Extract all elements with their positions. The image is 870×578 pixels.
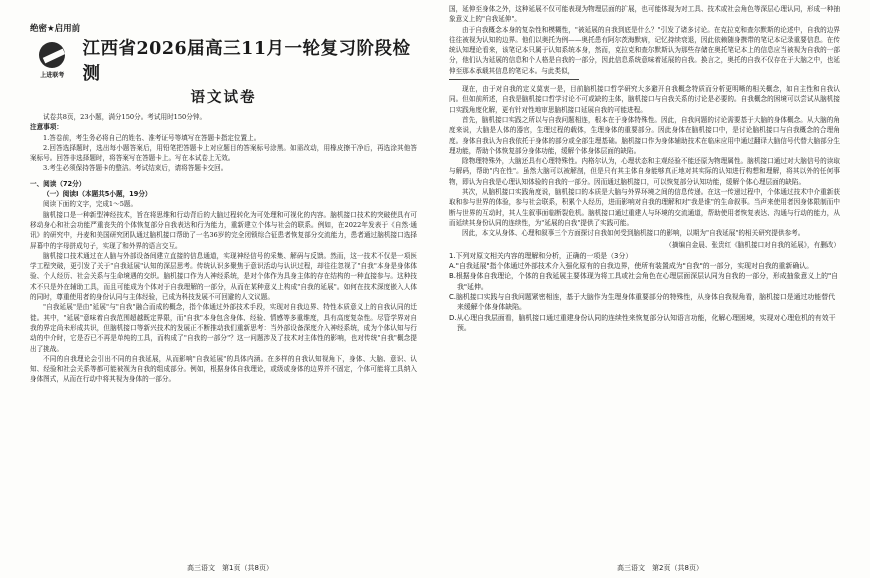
passage-paragraph: 其次，从脑机接口实践角度说，脑机接口的本质是大脑与外界环境之间的信息传递。在这一传递过程中，个体通过技术中介重新获取和参与世界的体验，参与社会联系，积累个人经历，进而影响对自我的理解和对"我是谁"的生命叙事。当声来使用者因身体限制而中断与世界的互动时，其人生叙事面临断裂危机。脑机接口通过重建人与环境的交流通道，帮助使用者恢复表达、沟通与行动的能力，从而延续其身份认同的连续性，为"延展的自我"提供了实践可能。 — [449, 188, 840, 227]
question-option-d: D.从心理自我层面看，脑机接口通过重建身份认同的连续性来恢复部分认知语言功能，化解心理困境，实现对心理危机的有效干预。 — [449, 313, 836, 332]
divider — [449, 79, 579, 80]
instruction-item: 1.答卷前，考生务必将自己的姓名、准考证号等填写在答题卡指定位置上。 — [43, 133, 261, 142]
passage-paragraph: "自我延展"是由"延展"与"自我"融合而成的概念，指个体通过外部技术手段，实现对自我边界、特性本质意义上的自我认同的迁徙。其中，"延展"意味着自我范围超越既定界限，而"自我"本身包含身体、经验、情感等多重维度，具有高度复杂性。尽管学界对自我的界定尚未形成共识，但脑机接口等新兴技术的发展正不断推动我们重新思考：当外部设备深度介入神经系统，成为个体认知与行动的中介时，它是否已不再是单纯的工具，而构成了"自我的一部分"？这一问题涉及了技术对主体性的影响，也对传统"自我"概念提出了挑战。 — [30, 303, 417, 353]
question-option-c: C.脑机接口实践与自我问题紧密相连，基于大脑作为生理身体重要部分的特殊性，从身体自我视角看，脑机接口是通过功能替代来缓解个体身体缺陷。 — [449, 293, 835, 312]
passage-paragraph: 首先，脑机接口实践之所以与自我问题相连，根本在于身体特殊性。因此，自我问题的讨论需要基于大脑的身体概念。从大脑的角度来说，大脑是人体的器官，生理过程的载体，生理身体的重要部分。因此身体在脑机接口中，是讨论脑机接口与自我概念的合理角度。身体自我认为自我依托于身体的部分或全部生理基础。脑机接口作为身体辅助技术在临床应用中通过翻译大脑信号代替大脑部分生理功能，帮助个体恢复部分身体功能，缓解个体身体层面的缺陷。 — [449, 115, 840, 155]
passage-paragraph: 除物理特殊外，大脑还具有心理特殊性。内格尔认为，心理状态和主观经验不能还原为物理属性。脑机接口通过对大脑信号的读取与解码，帮助"内在性"。虽然大脑可以被解剖，但是只有其主体自身能够真正地对其实际的认知进行构想和理解，将其以外的任何事物，即认为自我是心理认知体验的自我的一部分。因而通过脑机接口，可以恢复部分认知功能，缓解个体心理层面的缺陷。 — [449, 157, 840, 186]
exam-meta: 试卷共8页，23小题，满分150分。考试用时150分钟。 — [43, 113, 207, 121]
passage-paragraph: 脑机接口技术通过在人脑与外部设备间建立直接的信息通道，实现神经信号的采集、解码与反馈。然而，这一技术不仅是一项医学工程突破，更引发了关于"自我延展"认知的深层思考。传统认识多聚焦于意识活动与认识过程，却往往忽视了"自我"本身是身体体验、个人经历、社会关系与生命境遇的交织。脑机接口作为人神经系统，是对个体作为具身主体的存在结构的一种直接参与。这种技术不只是外在辅助工具，而且可能成为个体对于自我理解的一部分，从而在某种意义上构成"自我的延展"。如何在技术深度嵌入人体的同时，尊重使用者的身份认同与主体经验，已成为科技发展不可回避的人文议题。 — [30, 251, 417, 302]
passage-paragraph: 脑机接口是一种新型神经技术，旨在将思维和行动背后的大脑过程转化为可处理和可视化的内容。脑机接口技术的突破使具有可移动身心和社会功能严重丧失的个体恢复部分自我表达和行为能力，重新建立个体与社会的联系。例如，在2022年发表于《自然·通讯》的研究中，丹麦和美国研究团队通过脑机接口帮助了一名36岁的完全闭锁综合征患者恢复部分交流能力，患者通过脑机接口选择屏幕中的字母拼成句子，实现了和外界的语言交互。 — [30, 210, 417, 250]
page-footer-left: 高三语文 第1页（共8页） — [187, 564, 273, 572]
page-footer-right: 高三语文 第2页（共8页） — [617, 564, 703, 572]
passage-paragraph: 由于自我概念本身的复杂性和模糊性，"被延展的自我到底是什么？"引发了诸多讨论。在克拉克和查尔默斯的论述中，自我的边界往往被视为认知的边界。他们以奥托为例——奥托患有阿尔茨海默病，记忆持续衰退，因此依赖随身携带的笔记本记录重要信息。在传统认知理论看来，该笔记本只属于认知系统本身，然而，克拉克和查尔默斯认为那些存储在奥托笔记本上的信息应当被视为自我的一部分，他们认为延展的信息和个人格是自我的一部分，因此信息系统意味着延展的自我。换言之，奥托的自我不仅存在于大脑之中，也延伸至那本承载其信息的笔记本。与此类似， — [449, 25, 840, 75]
instruction-item: 3.考生必须保持答题卡的整洁。考试结束后，请将答题卡交回。 — [43, 164, 228, 173]
passage-paragraph: 因此，本文从身体、心理和叙事三个方面探讨自我如何受到脑机接口的影响，以期为"自我延展"的相关研究提供参考。 — [462, 229, 805, 238]
subject-title: 语文试卷 — [190, 89, 257, 106]
instruction-item: 2.回答选择题时，选出每小题答案后，用铅笔把答题卡上对应题目的答案标号涂黑。如需改动，用橡皮擦干净后，再选涂其他答案标号。回答非选择题时，将答案写在答题卡上。写在本试卷上无效。 — [30, 143, 417, 163]
logo-icon — [39, 42, 65, 68]
exam-header — [30, 38, 417, 82]
passage-paragraph: 不同的自我理论会引出不同的自我延展，从而影响"自我延展"的具体内涵。在多样的自我认知视角下，身体、大脑、意识、认知、经验和社会关系等都可能被视为自我的组成部分。例如，根据身体自我理论，或级或身体的边界并不固定，个体可能将工具纳入身体图式，从而在行动中将其视为身体的一部分。 — [30, 354, 417, 384]
secret-label: 绝密★启用前 — [30, 24, 81, 34]
question-option-a: A."自我延展"指个体通过外部技术介入强化原有的自我边界，使所有装置成为"自我"的一部分，实现对自我的重新确认。 — [449, 262, 813, 271]
subsection-title: （一）阅读Ⅰ（本题共5小题，19分） — [43, 190, 152, 199]
instructions-heading: 注意事项： — [30, 123, 63, 132]
passage-paragraph: 现在，由于对自我的定义莫衷一是，目前脑机接口哲学研究大多避开自我概念特质而分析更明晰的相关概念，如自主性和自我认同。但如前所述，自我是脑机接口哲学讨论不可或缺的主体，脑机接口与自我关系的讨论是必要的。自我概念的困境可以尝试从脑机接口实践角度化解，更有针对性地审思脑机接口延展自我的可能进程。 — [449, 85, 840, 114]
question-stem: 1.下列对原文相关内容的理解和分析，正确的一项是（3分） — [449, 251, 633, 260]
exam-title: 江西省2026届高三11月一轮复习阶段检测 — [82, 39, 411, 84]
logo — [30, 38, 74, 82]
passage-source: （摘编自金晨、张贵红《脑机接口对自我的延展》，有删改） — [665, 240, 840, 249]
question-option-b: B.根据身体自我理论，个体的自我延展主要体现为将工具或社会角色在心理层面深层认同为自我的一部分，形成抽象意义上的"自我"延伸。 — [449, 272, 839, 291]
logo-text: 上进联考 — [40, 71, 65, 79]
passage-intro: 阅读下面的文字，完成1～5题。 — [43, 200, 138, 209]
section-title: 一、阅读（72分） — [30, 179, 86, 188]
page-right — [435, 0, 870, 578]
passage-paragraph: 国，延伸至身体之外，这种延展不仅可能表现为物理层面的扩展，也可能体现为对工具、技术或社会角色等深层心理认同，形成一种抽象意义上的"自我延伸"。 — [449, 5, 840, 24]
